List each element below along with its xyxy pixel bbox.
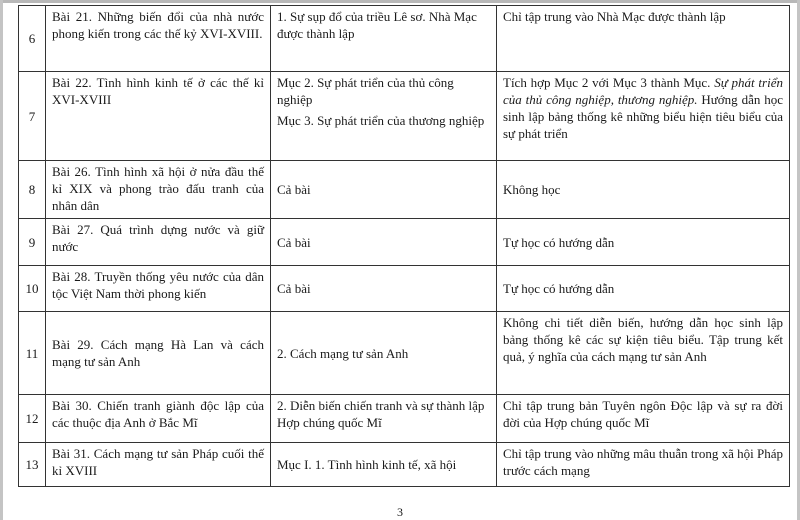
lesson-content	[271, 312, 497, 395]
row-number: 8	[19, 161, 46, 219]
lesson-title: Bài 29. Cách mạng Hà Lan và cách mạng tư sản Anh	[46, 312, 271, 395]
table-row	[19, 443, 790, 487]
content-line: Mục 2. Sự phát triển của thủ công nghiệp	[277, 75, 454, 107]
guide-text: Tích hợp Mục 2 với Mục 3 thành Mục.	[503, 75, 715, 90]
table-row	[19, 219, 790, 266]
content-line: Cả bài	[277, 281, 311, 296]
row-number: 10	[19, 266, 46, 312]
lesson-content	[271, 161, 497, 219]
table-row	[19, 161, 790, 219]
lesson-title: Bài 26. Tình hình xã hội ở nửa đầu thế kỉ XIX và phong trào đấu tranh của nhân dân	[46, 161, 271, 219]
teaching-guide	[497, 219, 790, 266]
content-line: Cả bài	[277, 234, 311, 250]
content-line: Cả bài	[277, 182, 311, 197]
table-row	[19, 72, 790, 161]
lesson-title: Bài 31. Cách mạng tư sản Pháp cuối thế kỉ XVIII	[46, 443, 271, 487]
lesson-title: Bài 28. Truyền thống yêu nước của dân tộc Việt Nam thời phong kiến	[46, 266, 271, 312]
row-number: 12	[19, 395, 46, 443]
lesson-title: Bài 21. Những biến đổi của nhà nước phong kiến trong các thế kỷ XVI-XVIII.	[46, 6, 271, 72]
teaching-guide	[497, 443, 790, 487]
guide-text: Chỉ tập trung vào Nhà Mạc được thành lập	[503, 9, 726, 24]
row-number: 11	[19, 312, 46, 395]
curriculum-table	[18, 5, 790, 487]
teaching-guide	[497, 72, 790, 161]
guide-text-continued: Hướng dẫn học sinh lập bảng thống kê những biểu hiện tiêu biểu của sự phát triển	[503, 92, 783, 141]
row-number: 13	[19, 443, 46, 487]
content-line: 2. Cách mạng tư sản Anh	[277, 345, 409, 361]
window-frame-top	[0, 0, 800, 3]
lesson-content	[271, 395, 497, 443]
content-line: 1. Sự sụp đổ của triều Lê sơ. Nhà Mạc được thành lập	[277, 9, 477, 41]
guide-text: Chỉ tập trung vào những mâu thuẫn trong xã hội Pháp trước cách mạng	[503, 446, 784, 478]
lesson-content	[271, 72, 497, 161]
content-line: Mục 3. Sự phát triển của thương nghiệp	[277, 113, 485, 128]
teaching-guide	[497, 266, 790, 312]
teaching-guide	[497, 312, 790, 395]
teaching-guide	[497, 395, 790, 443]
table-row	[19, 312, 790, 395]
lesson-title: Bài 27. Quá trình dựng nước và giữ nước	[46, 219, 271, 266]
lesson-content	[271, 266, 497, 312]
guide-text: Chỉ tập trung bản Tuyên ngôn Độc lập và sự ra đời đời của Hợp chúng quốc Mĩ	[503, 398, 783, 430]
guide-text: Không chi tiết diễn biến, hướng dẫn học sinh lập bảng thống kê các sự kiện tiêu biểu. Tập trung kết quả, ý nghĩa của cách mạng tư sản Anh	[503, 315, 783, 364]
row-number: 6	[19, 6, 46, 72]
guide-text: Tự học có hướng dẫn	[503, 234, 615, 250]
table-row	[19, 6, 790, 72]
lesson-content	[271, 219, 497, 266]
guide-text: Không học	[503, 182, 561, 197]
table-row	[19, 395, 790, 443]
guide-text: Tự học có hướng dẫn	[503, 281, 615, 296]
page-number: 3	[397, 505, 403, 519]
teaching-guide	[497, 6, 790, 72]
content-line: 2. Diễn biến chiến tranh và sự thành lập Hợp chúng quốc Mĩ	[277, 398, 485, 430]
table-row	[19, 266, 790, 312]
lesson-title: Bài 30. Chiến tranh giành độc lập của các thuộc địa Anh ở Bắc Mĩ	[46, 395, 271, 443]
row-number: 7	[19, 72, 46, 161]
teaching-guide	[497, 161, 790, 219]
lesson-title: Bài 22. Tình hình kinh tế ở các thế kỉ XVI-XVIII	[46, 72, 271, 161]
lesson-content	[271, 6, 497, 72]
lesson-content	[271, 443, 497, 487]
window-frame-left	[0, 0, 3, 520]
guide-italic-text: Sự phát triển của thủ công nghiệp, thương nghiệp.	[503, 75, 783, 107]
row-number: 9	[19, 219, 46, 266]
content-line: Mục I. 1. Tình hình kinh tế, xã hội	[277, 457, 457, 472]
